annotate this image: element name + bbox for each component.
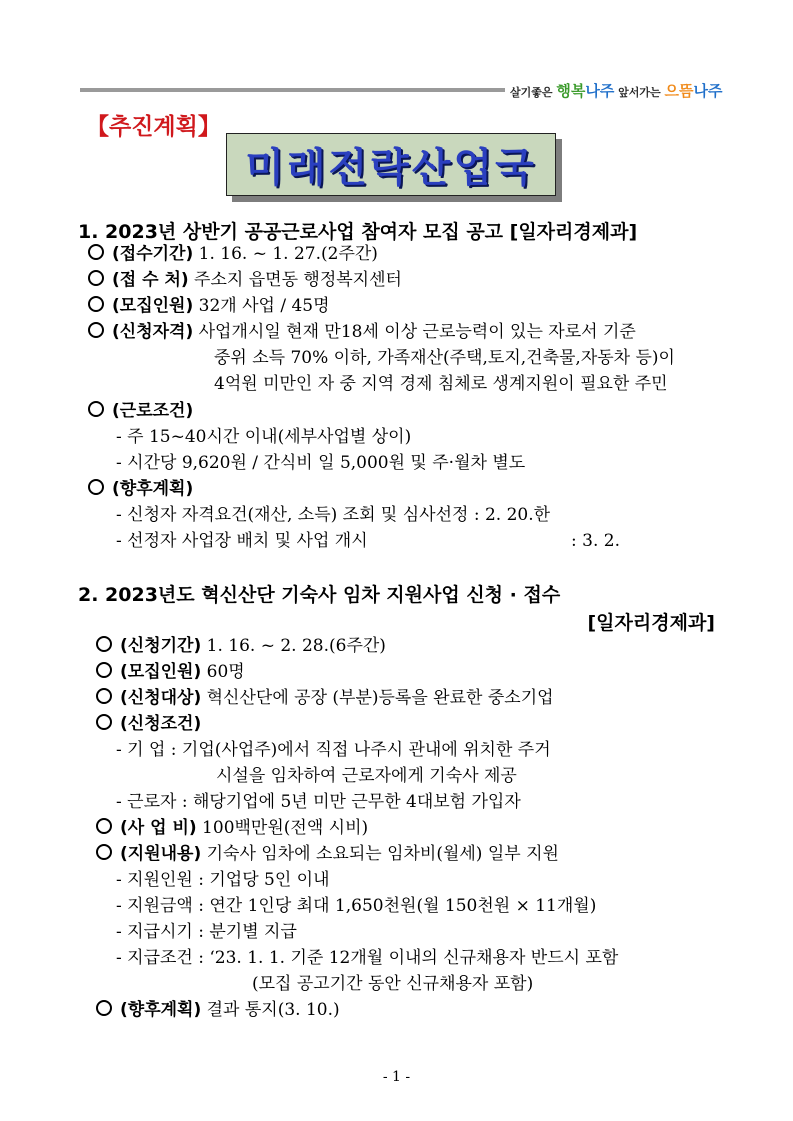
slogan-naju-1: 나주 [585, 82, 615, 100]
department-title: 미래전략산업국 [245, 145, 537, 191]
line-label: (신청대상) [120, 688, 202, 708]
line-label: (모집인원) [112, 296, 194, 316]
circle-bullet-icon [96, 714, 112, 730]
item-2-line-11: - 지원금액 : 연간 1인당 최대 1,650천원(월 150천원 × 11개월) [116, 896, 597, 916]
line-text: 혁신산단에 공장 (부분)등록을 완료한 중소기업 [201, 688, 554, 708]
item-2-department: [일자리경제과] [587, 612, 715, 634]
line-text: 기숙사 임차에 소요되는 임차비(월세) 일부 지원 [201, 844, 559, 864]
item-1-heading: 1. 2023년 상반기 공공근로사업 참여자 모집 공고 [일자리경제과] [78, 221, 638, 243]
circle-bullet-icon [96, 636, 112, 652]
line-text: 결과 통지(3. 10.) [201, 1000, 340, 1020]
item-1-line-10 [88, 478, 193, 500]
item-1-line-7 [88, 400, 193, 422]
circle-bullet-icon [88, 322, 104, 338]
slogan-naju-2: 나주 [693, 82, 723, 100]
slogan-best: 으뜸 [664, 82, 694, 100]
line-text: 사업개시일 현재 만18세 이상 근로능력이 있는 자로서 기준 [193, 322, 636, 342]
item-1-line-2 [88, 269, 402, 291]
item-1-line-1 [88, 243, 378, 265]
item-2-line-3 [96, 687, 554, 709]
item-2-line-12: - 지급시기 : 분기별 지급 [116, 922, 297, 942]
circle-bullet-icon [88, 401, 104, 417]
line-text: - 선정자 사업장 배치 및 사업 개시 [116, 531, 368, 551]
line-label: (모집인원) [120, 662, 202, 682]
item-2-line-14: (모집 공고기간 동안 신규채용자 포함) [252, 974, 534, 994]
circle-bullet-icon [88, 479, 104, 495]
item-2-line-2 [96, 661, 245, 683]
slogan-happy: 행복 [556, 82, 586, 100]
line-text: 32개 사업 / 45명 [193, 296, 330, 316]
line-date: : 3. 2. [571, 531, 620, 551]
line-text: 주소지 읍면동 행정복지센터 [188, 270, 402, 290]
circle-bullet-icon [88, 270, 104, 286]
item-1-line-11: - 신청자 자격요건(재산, 소득) 조회 및 심사선정 : 2. 20.한 [116, 505, 551, 525]
line-label: (지원내용) [120, 844, 202, 864]
item-2-line-8 [96, 817, 368, 839]
circle-bullet-icon [96, 662, 112, 678]
item-2-line-13: - 지급조건 : ‘23. 1. 1. 기준 12개월 이내의 신규채용자 반드시 포함 [116, 948, 619, 968]
item-1-line-3 [88, 295, 330, 317]
line-label: (근로조건) [112, 401, 194, 421]
item-1-line-4 [88, 321, 636, 343]
item-2-line-4 [96, 713, 201, 735]
circle-bullet-icon [96, 844, 112, 860]
section-tag: 【추진계획】 [86, 114, 221, 140]
item-1-line-5: 중위 소득 70% 이하, 가족재산(주택,토지,건축물,자동차 등)이 [214, 348, 675, 368]
line-label: (향후계획) [112, 479, 194, 499]
circle-bullet-icon [88, 296, 104, 312]
circle-bullet-icon [96, 818, 112, 834]
circle-bullet-icon [88, 244, 104, 260]
item-2-line-1 [96, 635, 386, 657]
header-rule [80, 88, 505, 92]
line-label: (신청조건) [120, 714, 202, 734]
department-title-box [226, 133, 556, 196]
line-text: 1. 16. ~ 1. 27.(2주간) [193, 244, 378, 264]
page-number: - 1 - [382, 1069, 411, 1085]
item-1-line-9: - 시간당 9,620원 / 간식비 일 5,000원 및 주·월차 별도 [116, 453, 526, 473]
item-2-line-6: 시설을 임차하여 근로자에게 기숙사 제공 [216, 766, 517, 786]
circle-bullet-icon [96, 688, 112, 704]
item-2-line-7: - 근로자 : 해당기업에 5년 미만 근무한 4대보험 가입자 [116, 792, 521, 812]
item-2-line-9 [96, 843, 559, 865]
line-text: 60명 [201, 662, 245, 682]
slogan-text-1: 살기좋은 [510, 86, 557, 99]
item-1-line-6: 4억원 미만인 자 중 지역 경제 침체로 생계지원이 필요한 주민 [214, 374, 668, 394]
slogan-text-2: 앞서가는 [614, 86, 665, 99]
line-label: (향후계획) [120, 1000, 202, 1020]
line-label: (사 업 비) [120, 818, 197, 838]
line-label: (신청기간) [120, 636, 202, 656]
item-2-line-10: - 지원인원 : 기업당 5인 이내 [116, 870, 330, 890]
line-label: (접 수 처) [112, 270, 189, 290]
item-1-line-8: - 주 15~40시간 이내(세부사업별 상이) [116, 427, 412, 447]
line-label: (신청자격) [112, 322, 194, 342]
circle-bullet-icon [96, 1000, 112, 1016]
item-2-line-5: - 기 업 : 기업(사업주)에서 직접 나주시 관내에 위치한 주거 [116, 740, 551, 760]
line-text: 1. 16. ~ 2. 28.(6주간) [201, 636, 386, 656]
line-label: (접수기간) [112, 244, 194, 264]
item-2-heading: 2. 2023년도 혁신산단 기숙사 임차 지원사업 신청 · 접수 [78, 584, 561, 606]
line-text: 100백만원(전액 시비) [196, 818, 369, 838]
item-1-line-12 [116, 530, 620, 552]
item-2-line-15 [96, 999, 340, 1021]
city-slogan [510, 80, 722, 101]
